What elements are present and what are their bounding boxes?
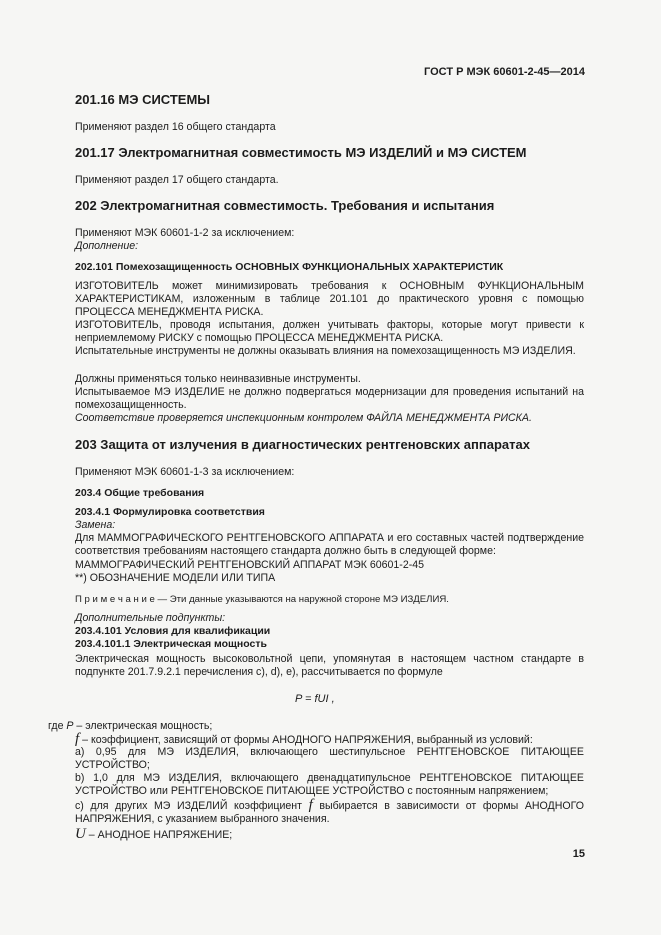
paragraph: ИЗГОТОВИТЕЛЬ может минимизировать требования к ОСНОВНЫМ ФУНКЦИОНАЛЬНЫМ ХАРАКТЕРИСТИКАМ, изложенным в таблице 201.101 до практического уровня с помощью ПРОЦЕССА МЕНЕДЖМЕНТА РИСКА. — [75, 280, 584, 318]
subsection-heading-203-4-101: 203.4.101 Условия для квалификации — [75, 625, 271, 637]
anode-voltage-definition — [75, 828, 232, 842]
note-label: П р и м е ч а н и е — [75, 594, 155, 605]
formula: P = fUI , — [295, 693, 335, 705]
subsection-heading-203-4-101-1: 203.4.101.1 Электрическая мощность — [75, 638, 267, 650]
section-heading-202: 202 Электромагнитная совместимость. Требования и испытания — [75, 198, 495, 213]
u-text: – АНОДНОЕ НАПРЯЖЕНИЕ; — [85, 829, 233, 841]
paragraph: Применяют МЭК 60601-1-2 за исключением: — [75, 227, 295, 239]
list-item-c — [75, 799, 584, 826]
c-text-1: c) для других МЭ ИЗДЕЛИЙ коэффициент — [75, 800, 309, 812]
paragraph: Для МАММОГРАФИЧЕСКОГО РЕНТГЕНОВСКОГО АППАРАТА и его составных частей подтверждение соответствия требованиям настоящего стандарта должно быть в следующей форме: — [75, 532, 584, 557]
paragraph: **) ОБОЗНАЧЕНИЕ МОДЕЛИ ИЛИ ТИПА — [75, 572, 276, 584]
symbol-f: f — [75, 731, 80, 747]
paragraph: ИЗГОТОВИТЕЛЬ, проводя испытания, должен учитывать факторы, которые могут привести к неприемлемому РИСКУ с помощью ПРОЦЕССА МЕНЕДЖМЕНТА РИСКА. — [75, 319, 584, 344]
note-text: — Эти данные указываются на наружной стороне МЭ ИЗДЕЛИЯ. — [154, 594, 449, 605]
subsection-heading-203-4-1: 203.4.1 Формулировка соответствия — [75, 506, 265, 518]
where-p-text: – электрическая мощность; — [73, 720, 213, 732]
paragraph: Электрическая мощность высоковольтной цепи, упомянутая в настоящем частном стандарте в подпункте 201.7.9.2.1 перечисления c), d), e), рассчитывается по формуле — [75, 653, 584, 678]
subsection-heading-203-4: 203.4 Общие требования — [75, 487, 205, 499]
paragraph: Применяют раздел 16 общего стандарта — [75, 121, 276, 133]
paragraph: Испытательные инструменты не должны оказывать влияния на помехозащищенность МЭ ИЗДЕЛИЯ. — [75, 345, 576, 357]
paragraph: Применяют МЭК 60601-1-3 за исключением: — [75, 466, 295, 478]
paragraph: Испытываемое МЭ ИЗДЕЛИЕ не должно подвергаться модернизации для проведения испытаний на помехозащищенность. — [75, 386, 584, 411]
where-prefix: где — [48, 720, 67, 732]
additional-subclauses-label: Дополнительные подпункты: — [75, 612, 226, 624]
addition-label: Дополнение: — [75, 240, 139, 252]
where-line — [48, 720, 212, 733]
section-heading-201-16: 201.16 МЭ СИСТЕМЫ — [75, 92, 211, 107]
section-heading-201-17: 201.17 Электромагнитная совместимость МЭ ИЗДЕЛИЙ и МЭ СИСТЕМ — [75, 145, 527, 160]
f-text: – коэффициент, зависящий от формы АНОДНОГО НАПРЯЖЕНИЯ, выбранный из условий: — [79, 734, 533, 746]
paragraph: Должны применяться только неинвазивные инструменты. — [75, 373, 361, 385]
list-item-a: a) 0,95 для МЭ ИЗДЕЛИЯ, включающего шестипульсное РЕНТГЕНОВСКОЕ ПИТАЮЩЕЕ УСТРОЙСТВО; — [75, 746, 584, 771]
page-header: ГОСТ Р МЭК 60601-2-45—2014 — [424, 66, 585, 78]
replacement-label: Замена: — [75, 519, 116, 531]
paragraph: Применяют раздел 17 общего стандарта. — [75, 174, 279, 186]
symbol-f: f — [308, 797, 313, 813]
symbol-u: U — [75, 826, 86, 842]
page-number: 15 — [572, 848, 585, 860]
subsection-heading-202-101: 202.101 Помехозащищенность ОСНОВНЫХ ФУНКЦИОНАЛЬНЫХ ХАРАКТЕРИСТИК — [75, 261, 504, 273]
paragraph: МАММОГРАФИЧЕСКИЙ РЕНТГЕНОВСКИЙ АППАРАТ МЭК 60601-2-45 — [75, 559, 425, 571]
note — [75, 593, 449, 606]
symbol-p: P — [66, 720, 74, 732]
section-heading-203: 203 Защита от излучения в диагностических рентгеновских аппаратах — [75, 437, 530, 452]
coefficient-definition — [75, 733, 533, 747]
paragraph: Соответствие проверяется инспекционным контролем ФАЙЛА МЕНЕДЖМЕНТА РИСКА. — [75, 412, 532, 424]
list-item-b: b) 1,0 для МЭ ИЗДЕЛИЯ, включающего двенадцатипульсное РЕНТГЕНОВСКОЕ ПИТАЮЩЕЕ УСТРОЙСТВО или РЕНТГЕНОВСКОЕ ПИТАЮЩЕЕ УСТРОЙСТВО с постоянным напряжением; — [75, 772, 584, 797]
c-text-2: выбирается в зависимости от формы АНОДНОГО НАПРЯЖЕНИЯ, с указанием выбранного значения. — [75, 800, 584, 825]
